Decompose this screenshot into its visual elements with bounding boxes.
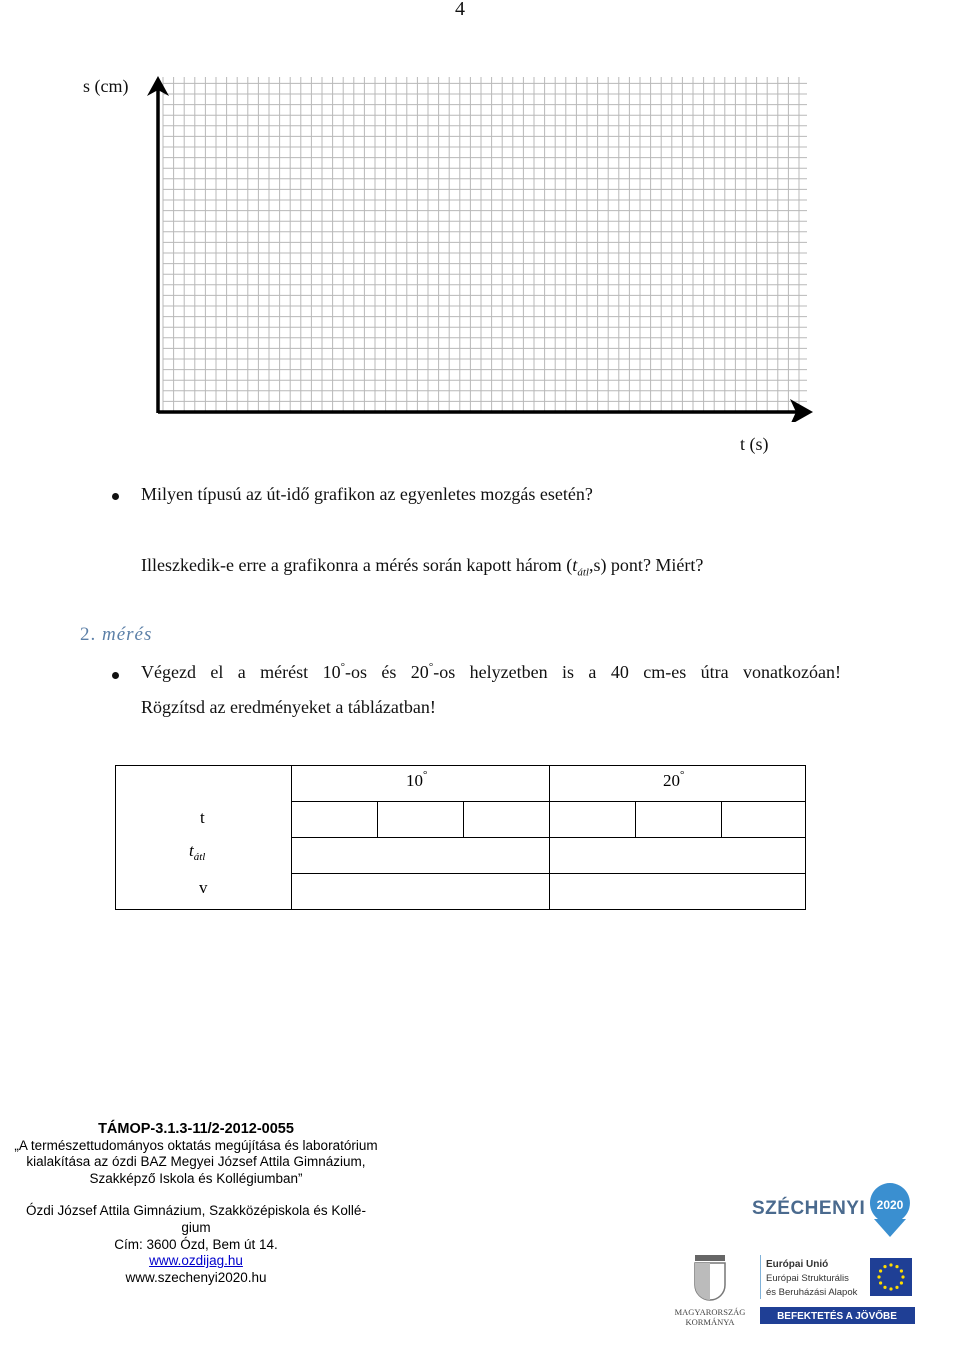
project-line-2: kialakítása az ózdi BAZ Megyei József Attila Gimnázium, [26, 1154, 366, 1170]
task-line-2: Rögzítsd az eredményeket a táblázatban! [141, 697, 436, 717]
question-2 [141, 555, 703, 579]
question-2-before: Illeszkedik-e erre a grafikonra a mérés során kapott három ( [141, 555, 573, 575]
degree-sign: ° [428, 661, 434, 673]
eu-star-icon [895, 1265, 898, 1268]
task-part-b: -os és 20 [344, 662, 429, 682]
graph-paper [145, 70, 820, 422]
eu-star-icon [883, 1265, 886, 1268]
eu-star-icon [889, 1287, 892, 1290]
header-angle-10: 10° [406, 769, 428, 790]
question-2-after: ,s) pont? Miért? [588, 555, 704, 575]
eu-star-icon [900, 1269, 903, 1272]
school-website-link[interactable]: www.ozdijag.hu [149, 1253, 243, 1269]
task-part-a: Végezd el a mérést 10 [141, 662, 341, 682]
hungarian-government-logo [665, 1245, 760, 1330]
eu-star-icon [889, 1263, 892, 1266]
y-axis-label: s (cm) [83, 76, 129, 96]
footer-text [0, 1121, 392, 1286]
eu-star-icon [900, 1281, 903, 1284]
eu-star-icon [879, 1269, 882, 1272]
project-line-1: „A természettudományos oktatás megújítása és laboratórium [14, 1137, 378, 1153]
svg-text:KORMÁNYA: KORMÁNYA [685, 1317, 735, 1327]
eu-star-icon [901, 1275, 904, 1278]
eu-star-icon [895, 1286, 898, 1289]
szechenyi-2020-logo [752, 1177, 922, 1239]
bullet-icon [112, 672, 119, 679]
address: Cím: 3600 Ózd, Bem út 14. [114, 1236, 278, 1252]
section-heading [80, 624, 152, 646]
project-line-3: Szakképző Iskola és Kollégiumban” [89, 1170, 303, 1186]
eu-funds-logo [760, 1255, 920, 1330]
task-part-c: -os helyzetben is a 40 cm-es útra vonatkozóan! [433, 662, 841, 682]
svg-text:Európai Strukturális: Európai Strukturális [766, 1273, 849, 1284]
section-number: 2. [80, 624, 97, 645]
x-axis-label: t (s) [740, 434, 769, 454]
grid-lines [163, 77, 807, 412]
szechenyi-website: www.szechenyi2020.hu [125, 1269, 267, 1285]
header-angle-20: 20° [663, 769, 685, 790]
task-line-1 [141, 661, 841, 683]
section-title: mérés [102, 624, 153, 645]
question-2-t: t [572, 555, 578, 575]
school-line-2: gium [181, 1219, 211, 1235]
page-number: 4 [455, 0, 465, 20]
svg-text:Európai Unió: Európai Unió [766, 1259, 829, 1270]
eu-star-icon [879, 1281, 882, 1284]
eu-star-icon [877, 1275, 880, 1278]
svg-text:2020: 2020 [876, 1198, 904, 1212]
degree-sign: ° [340, 661, 345, 673]
svg-text:és Beruházási Alapok: és Beruházási Alapok [766, 1287, 858, 1298]
bullet-icon [112, 493, 119, 500]
svg-text:MAGYARORSZÁG: MAGYARORSZÁG [674, 1307, 746, 1317]
row-label-t: t [200, 808, 205, 827]
row-label-v: v [199, 878, 208, 897]
question-1: Milyen típusú az út-idő grafikon az egyenletes mozgás esetén? [141, 484, 593, 504]
row-label-tavg: $t_{átl}$ [189, 841, 206, 863]
school-line-1: Ózdi József Attila Gimnázium, Szakközépiskola és Kollé- [26, 1203, 366, 1219]
results-table [115, 765, 807, 911]
project-code: TÁMOP-3.1.3-11/2-2012-0055 [98, 1121, 294, 1137]
svg-text:BEFEKTETÉS A JÖVŐBE: BEFEKTETÉS A JÖVŐBE [777, 1311, 897, 1322]
svg-text:SZÉCHENYI: SZÉCHENYI [752, 1198, 866, 1219]
question-2-sub: átl [577, 566, 589, 579]
eu-star-icon [883, 1286, 886, 1289]
